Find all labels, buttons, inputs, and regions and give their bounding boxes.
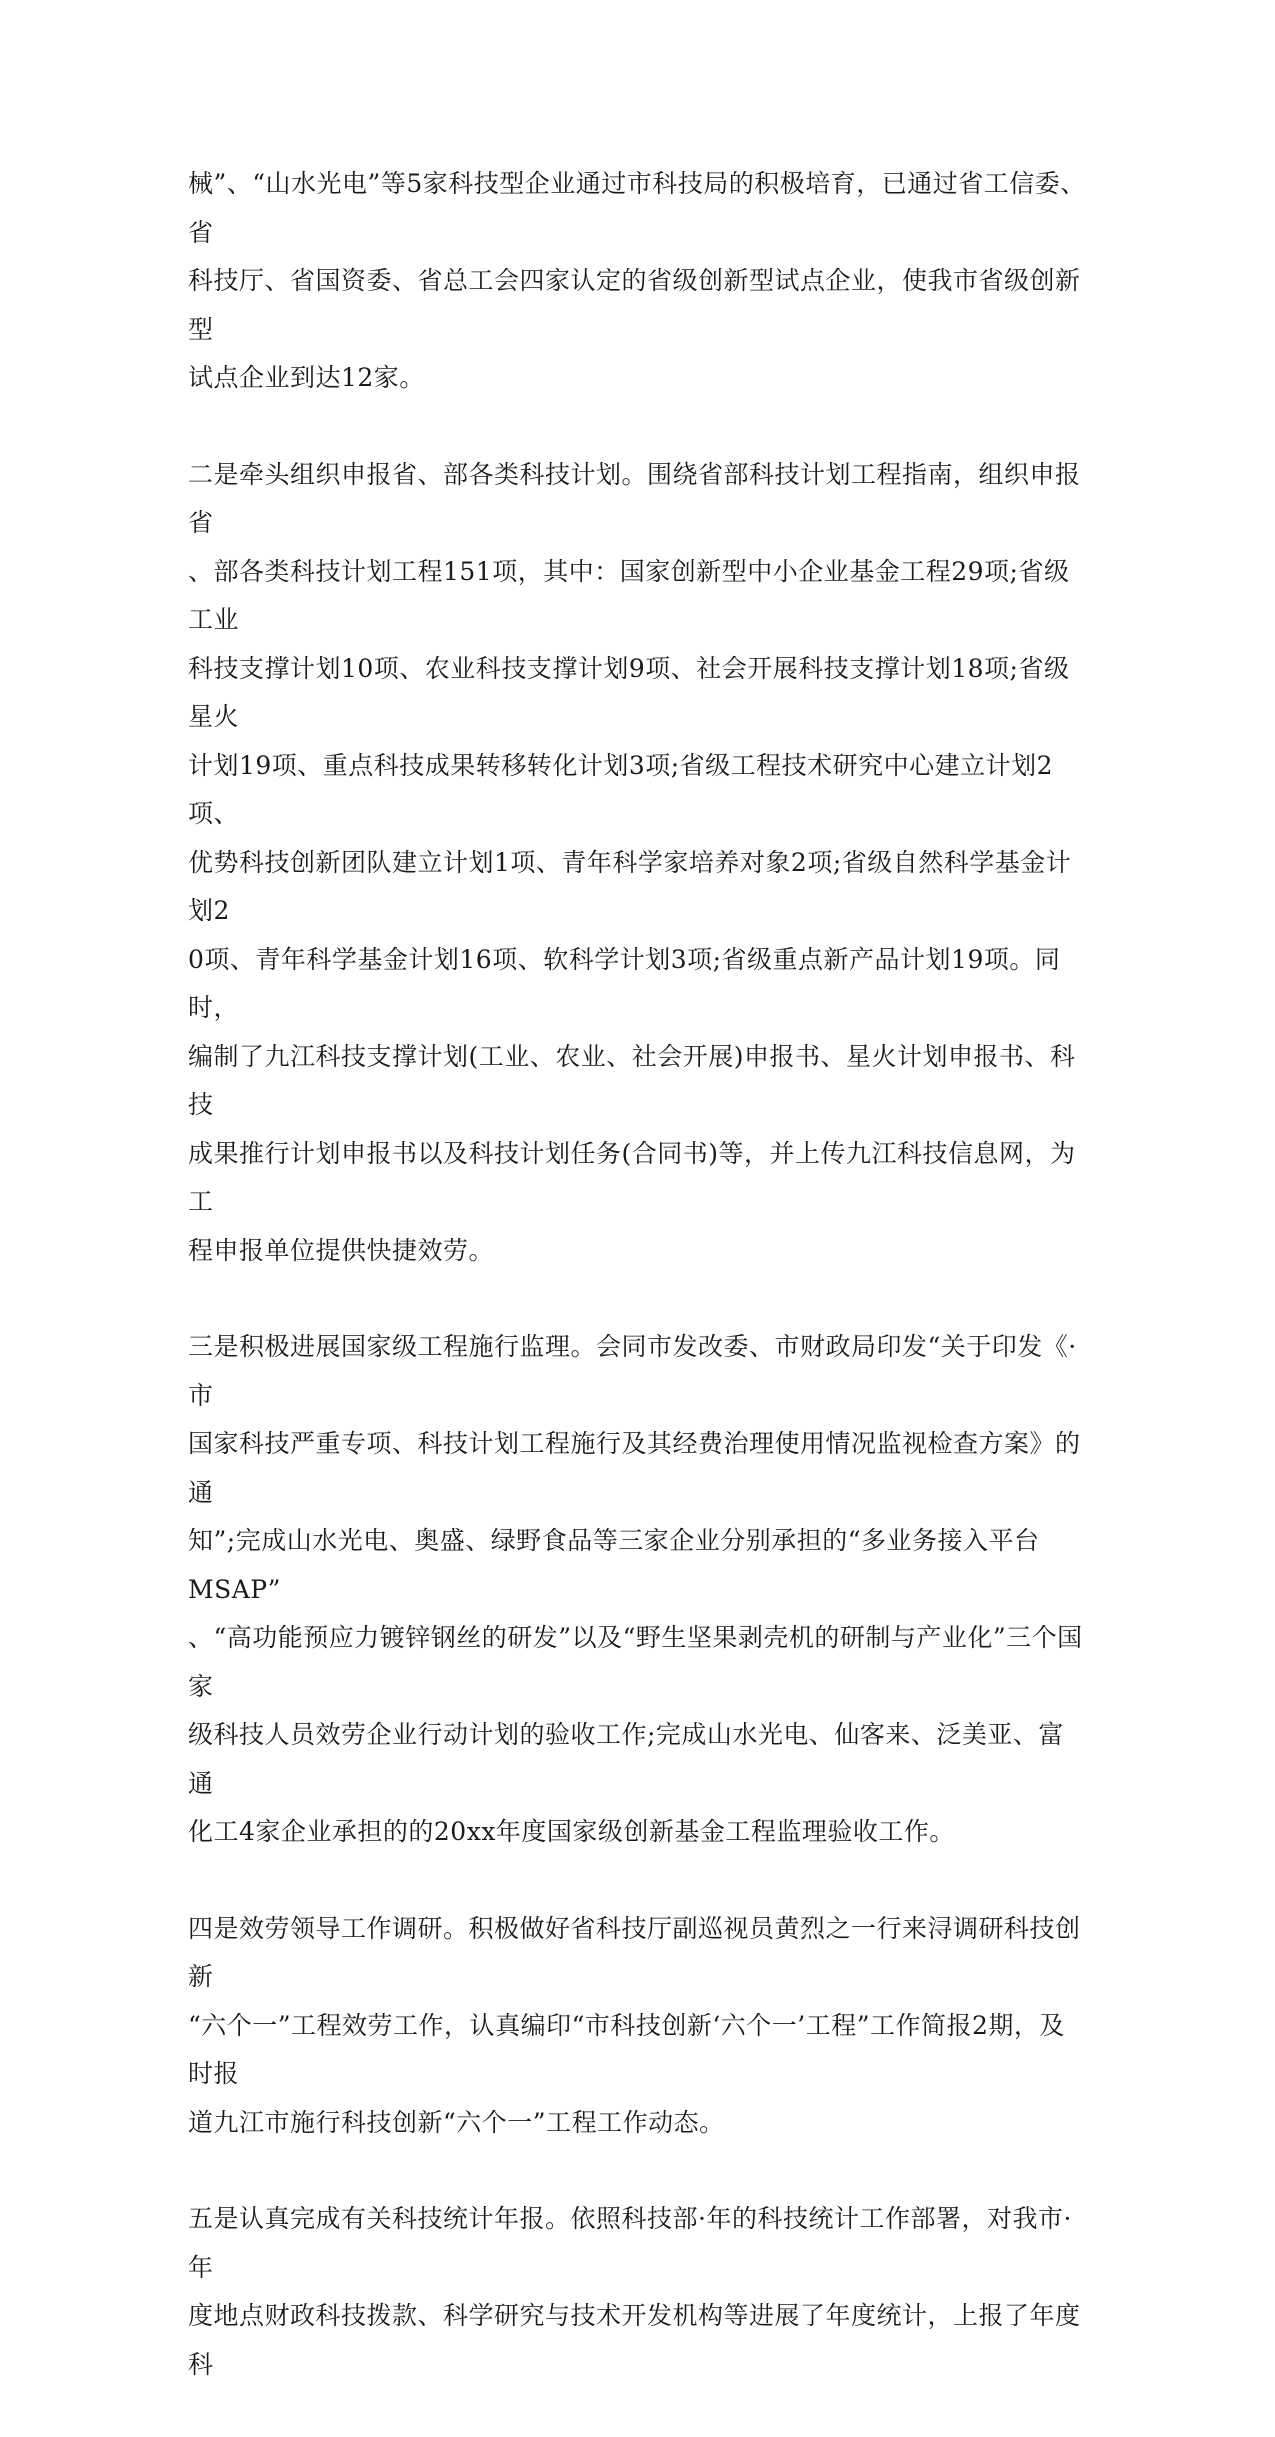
paragraph-innovative-enterprises: 械”、“山水光电”等5家科技型企业通过市科技局的积极培育，已通过省工信委、省 科技厅、省国资委、省总工会四家认定的省级创新型试点企业，使我市省级创新型 试点企业到达12家。 [188, 169, 1086, 392]
paragraph-science-plan-applications: 二是牵头组织申报省、部各类科技计划。围绕省部科技计划工程指南，组织申报省 、部各类科技计划工程151项，其中：国家创新型中小企业基金工程29项;省级工业 科技支撑计划10项、农业科技支撑计划9项、社会开展科技支撑计划18项;省级星火 计划19项、重点科技成果转移转化计划3项;省级工程技术研究中心建立计划2项、 优势科技创新团队建立计划1项、青年科学家培养对象2项;省级自然科学基金计划2 0项、青年科学基金计划16项、软科学计划3项;省级重点新产品计划19项。同时， 编制了九江科技支撑计划(工业、农业、社会开展)申报书、星火计划申报书、科技 成果推行计划申报书以及科技计划任务(合同书)等，并上传九江科技信息网，为工 程申报单位提供快捷效劳。 [188, 459, 1081, 1265]
paragraph-national-project-supervision: 三是积极进展国家级工程施行监理。会同市发改委、市财政局印发“关于印发《·市 国家科技严重专项、科技计划工程施行及其经费治理使用情况监视检查方案》的通 知”;完成山水光电、奥盛、绿野食品等三家企业分别承担的“多业务接入平台MSAP” 、“高功能预应力镀锌钢丝的研发”以及“野生坚果剥壳机的研制与产业化”三个国家 级科技人员效劳企业行动计划的验收工作;完成山水光电、仙客来、泛美亚、富通 化工4家企业承担的的20xx年度国家级创新基金工程监理验收工作。 [188, 1332, 1083, 1846]
document-body [188, 160, 1088, 2437]
paragraph-statistics-annual-report: 五是认真完成有关科技统计年报。依照科技部·年的科技统计工作部署，对我市·年 度地点财政科技拨款、科学研究与技术开发机构等进展了年度统计，上报了年度科 [188, 2204, 1081, 2379]
paragraph-leadership-research-service: 四是效劳领导工作调研。积极做好省科技厅副巡视员黄烈之一行来浔调研科技创新 “六个一”工程效劳工作，认真编印“市科技创新‘六个一’工程”工作简报2期，及时报 道九江市施行科技创新“六个一”工程工作动态。 [188, 1913, 1081, 2137]
